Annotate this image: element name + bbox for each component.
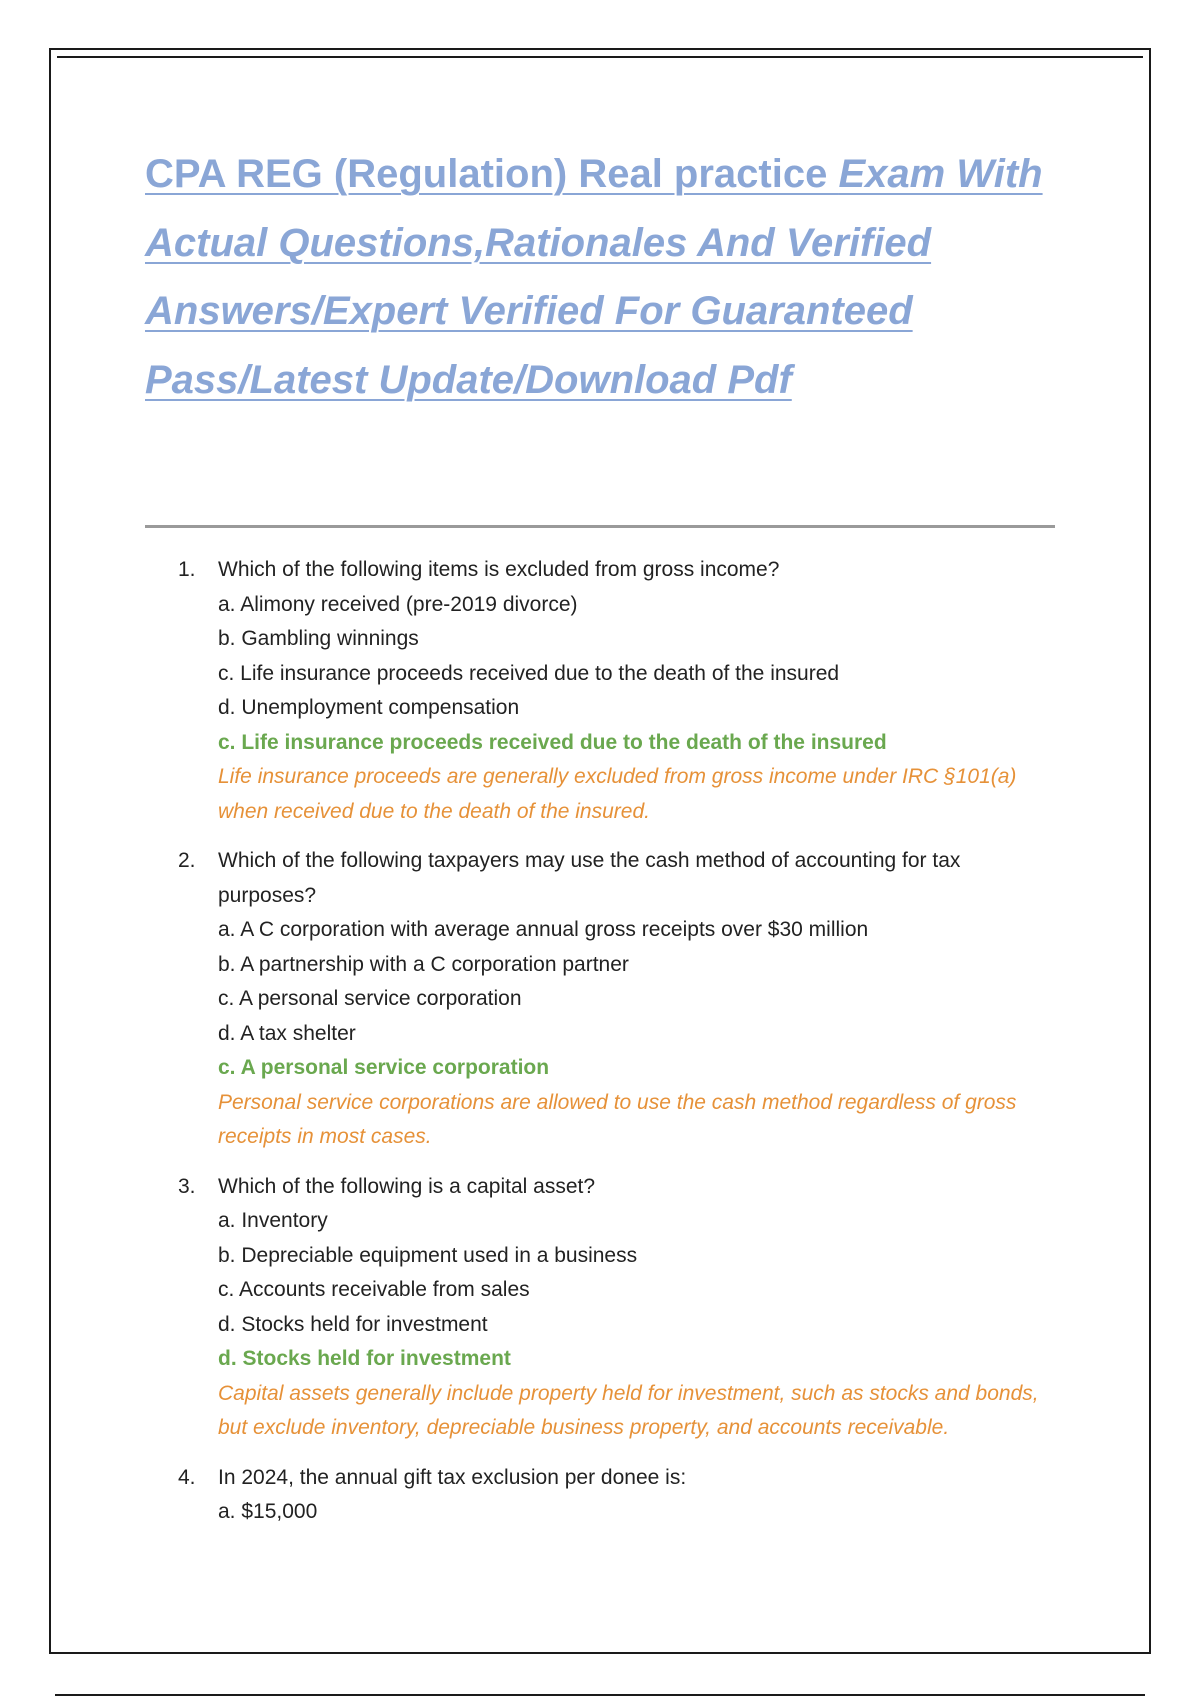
- option-a: a. Alimony received (pre-2019 divorce): [218, 592, 578, 616]
- option-b: b. Depreciable equipment used in a business: [218, 1243, 638, 1267]
- question-text: In 2024, the annual gift tax exclusion per donee is:: [218, 1465, 687, 1489]
- option-d: d. Stocks held for investment: [218, 1312, 488, 1336]
- question-number: 1.: [178, 558, 196, 581]
- option-c: c. Life insurance proceeds received due to the death of the insured: [218, 661, 840, 685]
- option-a: a. A C corporation with average annual gross receipts over $30 million: [218, 918, 869, 941]
- title-link[interactable]: [145, 152, 1043, 402]
- question-text: Which of the following taxpayers may use the cash method of accounting for tax purposes?: [218, 849, 961, 907]
- correct-answer: d. Stocks held for investment: [218, 1347, 511, 1370]
- question-number: 3.: [178, 1174, 196, 1198]
- option-b: b. Gambling winnings: [218, 627, 419, 650]
- question-text: Which of the following is a capital asset?: [218, 1174, 596, 1198]
- correct-answer: c. Life insurance proceeds received due to the death of the insured: [218, 730, 887, 754]
- rationale: Capital assets generally include property held for investment, such as stocks and bonds, but exclude inventory, depreciable business property, and accounts receivable.: [218, 1381, 1039, 1439]
- option-c: c. Accounts receivable from sales: [218, 1278, 530, 1301]
- document-title: [145, 140, 1065, 414]
- title-regular: CPA REG (Regulation) Real practice: [145, 152, 839, 196]
- question-number: 2.: [178, 849, 196, 872]
- top-rule: [57, 56, 1143, 58]
- option-d: d. Unemployment compensation: [218, 696, 520, 719]
- question-item: [178, 553, 1058, 829]
- option-d: d. A tax shelter: [218, 1021, 356, 1045]
- question-text: Which of the following items is excluded from gross income?: [218, 558, 780, 581]
- question-number: 4.: [178, 1465, 196, 1489]
- next-page-border: [55, 1694, 1145, 1696]
- option-a: a. $15,000: [218, 1500, 318, 1523]
- option-a: a. Inventory: [218, 1209, 328, 1232]
- rationale: Life insurance proceeds are generally excluded from gross income under IRC §101(a) when received due to the death of the insured.: [218, 765, 1017, 823]
- question-item: [178, 1461, 1058, 1530]
- rationale: Personal service corporations are allowed to use the cash method regardless of gross receipts in most cases.: [218, 1090, 1017, 1148]
- option-b: b. A partnership with a C corporation partner: [218, 952, 629, 976]
- question-list: [178, 553, 1058, 1545]
- question-item: [178, 844, 1058, 1155]
- title-divider: [145, 525, 1055, 528]
- title-italic: Exam With Actual Questions,Rationales And Verified Answers/Expert Verified For Guaranteed Pass/Latest Update/Download Pdf: [145, 152, 1043, 402]
- correct-answer: c. A personal service corporation: [218, 1056, 550, 1079]
- option-c: c. A personal service corporation: [218, 987, 522, 1010]
- question-item: [178, 1170, 1058, 1446]
